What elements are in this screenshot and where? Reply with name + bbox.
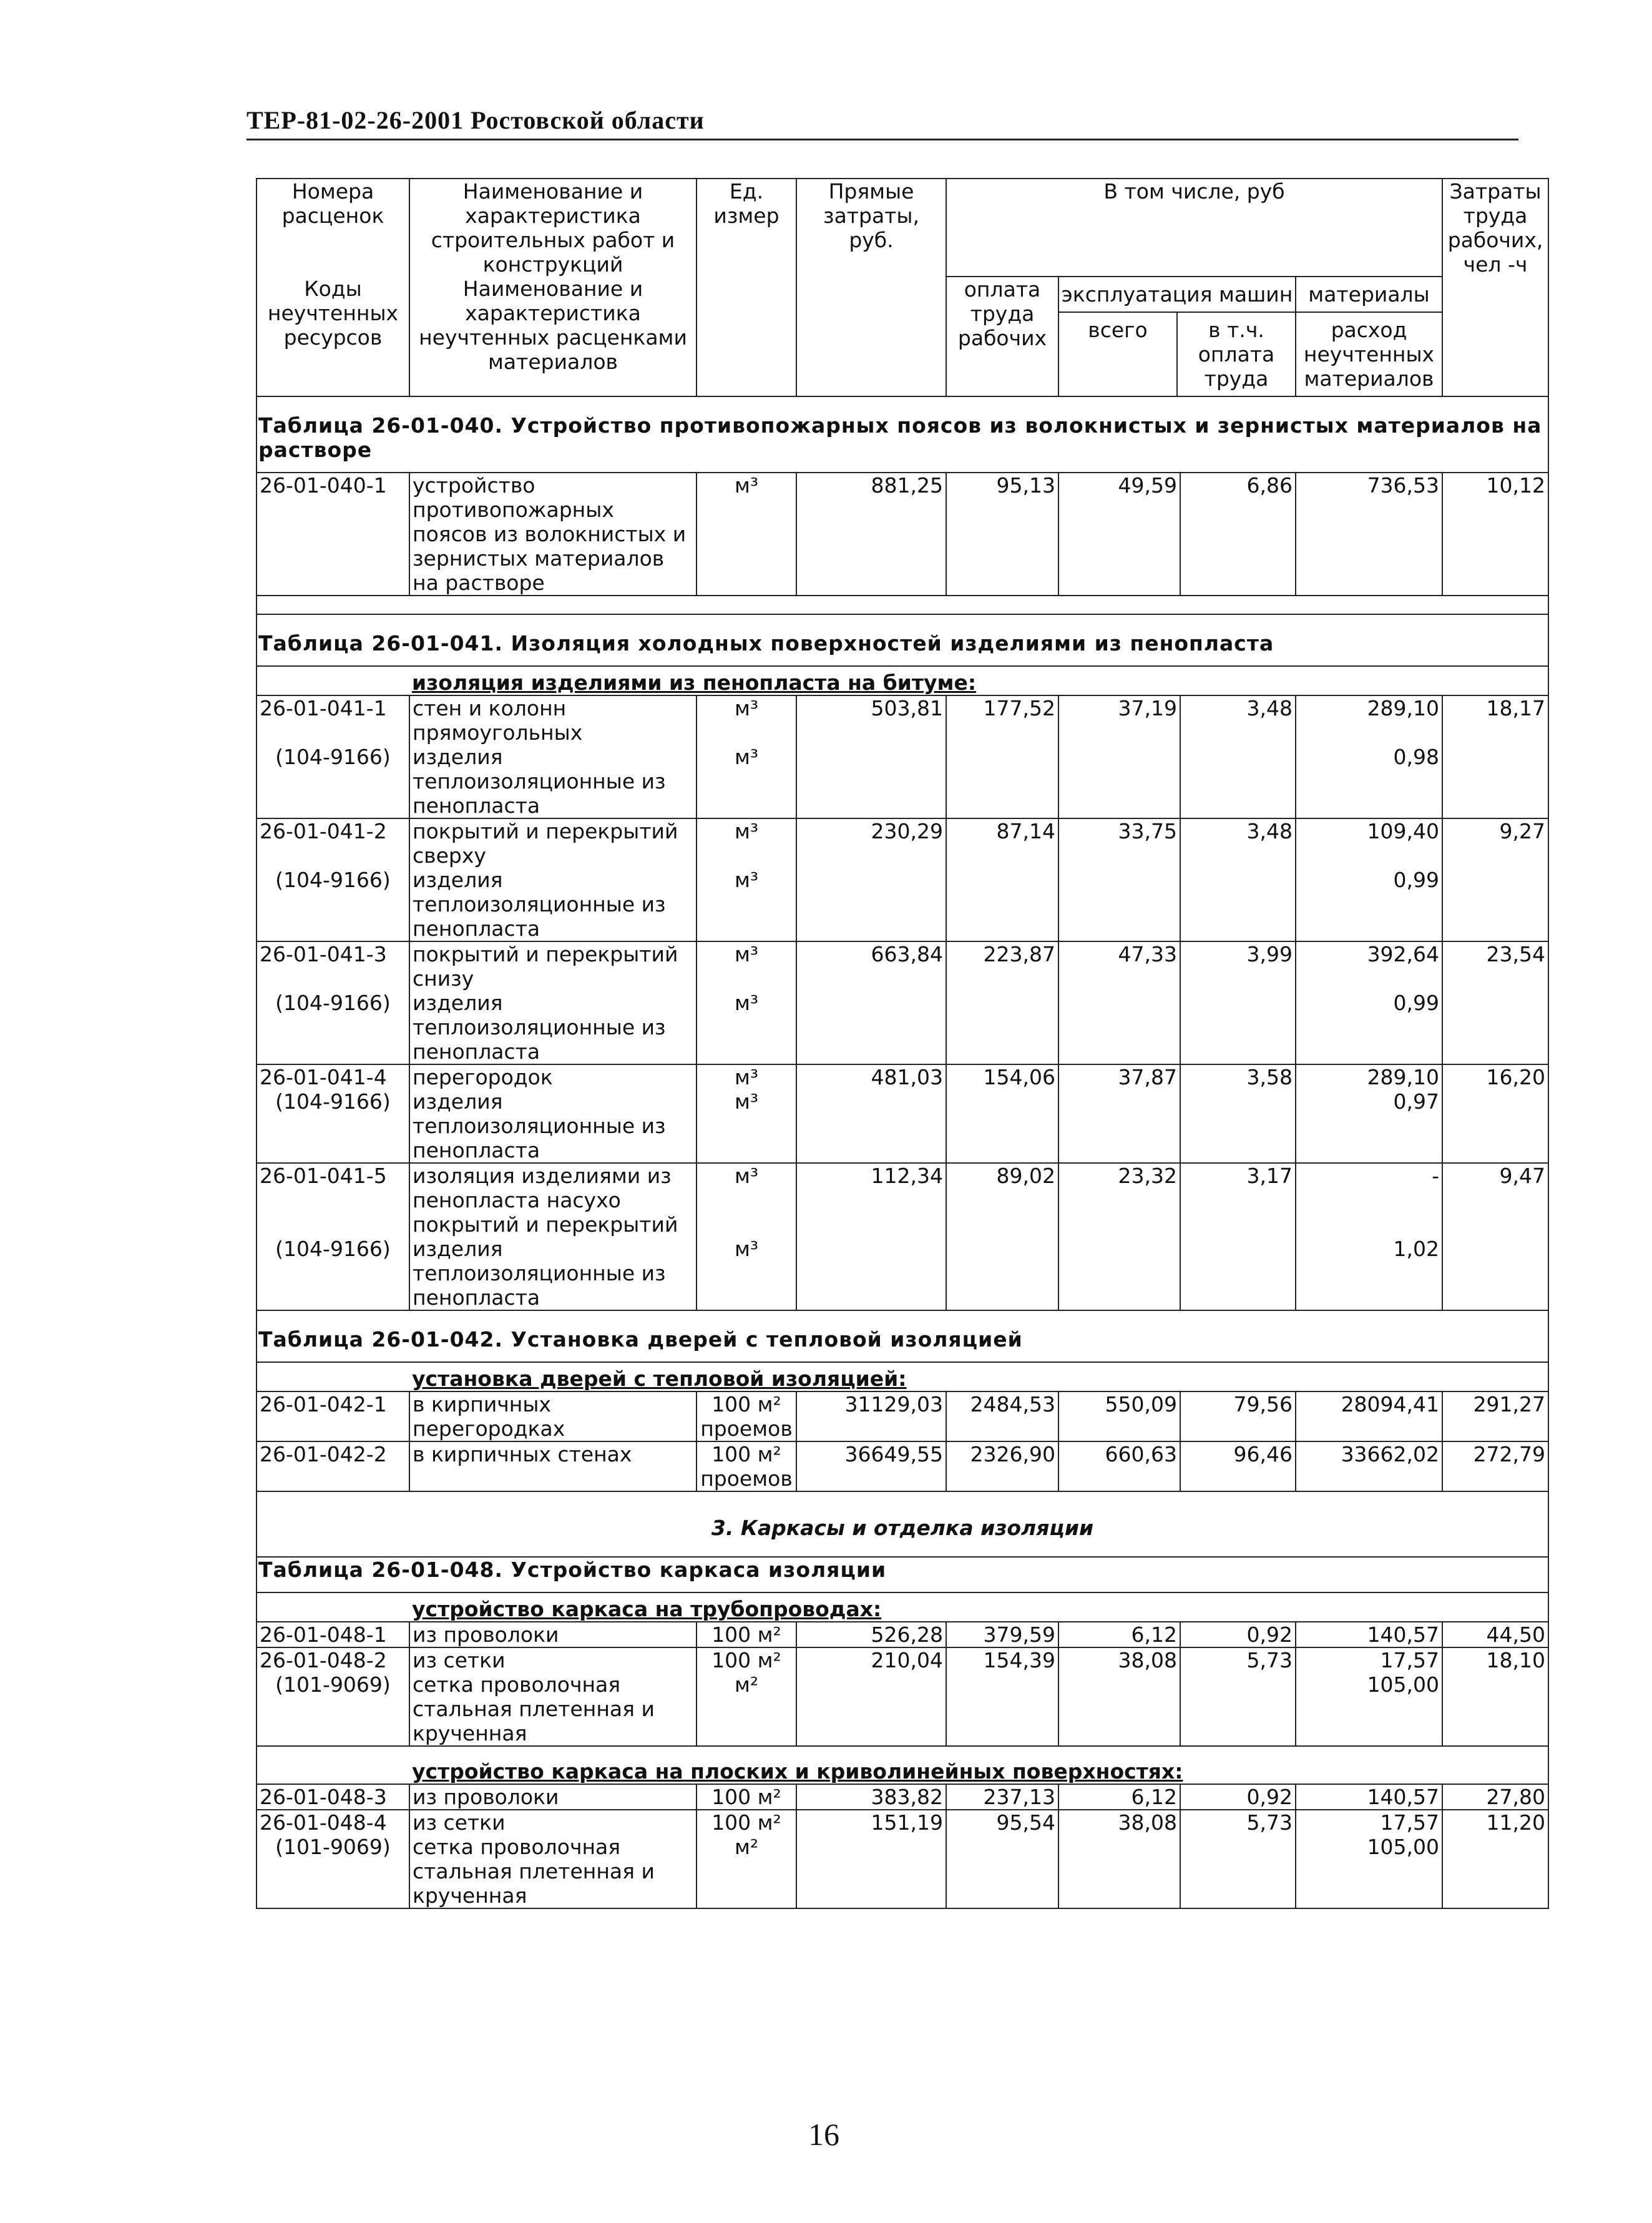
resource-mat: 105,00 [1296,1835,1442,1908]
rate-mach: 33,75 [1058,818,1180,868]
rate-labor: 44,50 [1442,1622,1548,1647]
table-row [257,695,1548,745]
rate-mach-wage: 5,73 [1180,1810,1296,1835]
rate-wage: 154,06 [946,1064,1058,1089]
resource-mat: 0,99 [1296,991,1442,1064]
rate-mach: 660,63 [1058,1441,1180,1491]
rate-unit: м³ [696,473,796,596]
rate-labor: 291,27 [1442,1391,1548,1441]
table-row [257,1622,1548,1647]
resource-unit: м³ [696,991,796,1064]
rate-unit: м³ [696,941,796,991]
resource-unit: м³ [696,1089,796,1163]
section-heading: 3. Каркасы и отделка изоляции [257,1491,1548,1557]
rate-labor: 27,80 [1442,1784,1548,1810]
rate-labor: 10,12 [1442,473,1548,596]
rate-unit: 100 м² [696,1622,796,1647]
rate-name: устройство противопожарных поясов из волокнистых и зернистых материалов на растворе [409,473,696,596]
rates-table [256,178,1549,1909]
table-row [257,1441,1548,1491]
rate-mach: 38,08 [1058,1647,1180,1672]
resource-unit: м³ [696,745,796,818]
rate-direct: 31129,03 [796,1391,946,1441]
rate-mach-wage: 3,99 [1180,941,1296,991]
col-materials-title: материалы [1296,277,1442,313]
rate-labor: 9,27 [1442,818,1548,868]
rate-unit: м³ [696,818,796,868]
rate-name: в кирпичных перегородках [409,1391,696,1441]
table-row [257,473,1548,596]
rate-name: из сетки [409,1647,696,1672]
rate-mat: - [1296,1163,1442,1237]
rate-code: 26-01-041-1 [257,695,409,745]
col-code-header: Номера расценок [257,179,409,277]
rate-wage: 87,14 [946,818,1058,868]
resource-row [257,745,1548,818]
resource-code: (104-9166) [257,1237,409,1310]
rate-unit: м³ [696,695,796,745]
rate-labor: 18,10 [1442,1647,1548,1672]
col-name-header: Наименование и характеристика строительных работ и конструкций [409,179,696,277]
rate-wage: 223,87 [946,941,1058,991]
rate-unit: 100 м² [696,1647,796,1672]
rate-mat: 33662,02 [1296,1441,1442,1491]
rate-mat: 289,10 [1296,695,1442,745]
rate-mach-wage: 5,73 [1180,1647,1296,1672]
resource-row [257,991,1548,1064]
rate-mach-wage: 3,48 [1180,818,1296,868]
rate-mach-wage: 6,86 [1180,473,1296,596]
subheading-048-2: устройство каркаса на плоских и криволинейных поверхностях: [409,1746,1548,1784]
rate-mat: 17,57 [1296,1810,1442,1835]
rate-name: из проволоки [409,1622,696,1647]
rate-name: из проволоки [409,1784,696,1810]
table-title-042: Таблица 26-01-042. Установка дверей с тепловой изоляцией [257,1310,1548,1362]
table-row [257,1064,1548,1089]
rate-mach: 550,09 [1058,1391,1180,1441]
rate-unit: м³ [696,1064,796,1089]
resource-row [257,1835,1548,1908]
resource-name: изделия теплоизоляционные из пенопласта [409,745,696,818]
rate-mat: 140,57 [1296,1622,1442,1647]
resource-mat: 0,99 [1296,868,1442,941]
rate-mach: 6,12 [1058,1784,1180,1810]
rate-mach-wage: 79,56 [1180,1391,1296,1441]
col-materials-sub: расход неучтенных материалов [1303,318,1435,391]
resource-row [257,1089,1548,1163]
resource-name: изделия теплоизоляционные из пенопласта [409,1089,696,1163]
rate-code: 26-01-048-4 [257,1810,409,1835]
rate-unit: 100 м² проемов [696,1391,796,1441]
col-machines-total: всего [1059,313,1178,396]
table-row [257,1391,1548,1441]
table-row [257,1647,1548,1672]
rate-mat: 109,40 [1296,818,1442,868]
rate-wage: 379,59 [946,1622,1058,1647]
col-labor-header: Затраты труда рабочих, чел -ч [1442,179,1548,396]
resource-code: (104-9166) [257,868,409,941]
rate-direct: 230,29 [796,818,946,868]
rate-direct: 112,34 [796,1163,946,1237]
rate-wage: 95,13 [946,473,1058,596]
rate-code: 26-01-048-2 [257,1647,409,1672]
rate-direct: 881,25 [796,473,946,596]
rate-mach-wage: 3,48 [1180,695,1296,745]
resource-unit: м² [696,1672,796,1746]
rate-code: 26-01-040-1 [257,473,409,596]
rate-mach: 23,32 [1058,1163,1180,1237]
resource-mat: 0,97 [1296,1089,1442,1163]
resource-row [257,868,1548,941]
rate-code: 26-01-042-1 [257,1391,409,1441]
rate-direct: 481,03 [796,1064,946,1089]
col-direct-header: Прямые затраты, руб. [796,179,946,396]
resource-name: изделия теплоизоляционные из пенопласта [409,1237,696,1310]
page-number: 16 [808,2117,839,2152]
resource-code: (101-9069) [257,1835,409,1908]
rate-mach-wage: 96,46 [1180,1441,1296,1491]
rate-mach: 38,08 [1058,1810,1180,1835]
resource-name: изделия теплоизоляционные из пенопласта [409,868,696,941]
col-incl-header: В том числе, руб [946,179,1442,277]
rate-mach-wage: 0,92 [1180,1784,1296,1810]
subheading-042: установка дверей с тепловой изоляцией: [409,1362,1548,1391]
resource-mat: 105,00 [1296,1672,1442,1746]
rate-direct: 383,82 [796,1784,946,1810]
col-materials-header [1296,277,1442,396]
rate-name: перегородок [409,1064,696,1089]
col-wage-header: оплата труда рабочих [946,277,1058,396]
rate-mach: 49,59 [1058,473,1180,596]
table-row [257,1810,1548,1835]
rate-labor: 16,20 [1442,1064,1548,1089]
resource-row [257,1672,1548,1746]
col-unit-header: Ед. измер [696,179,796,396]
col-name-sub-header: Наименование и характеристика неучтенных расценками материалов [409,277,696,396]
rate-name: изоляция изделиями из пенопласта насухо покрытий и перекрытий [409,1163,696,1237]
rate-mach-wage: 3,17 [1180,1163,1296,1237]
rate-mach-wage: 3,58 [1180,1064,1296,1089]
rate-labor: 18,17 [1442,695,1548,745]
rate-name: стен и колонн прямоугольных [409,695,696,745]
rate-mat: 392,64 [1296,941,1442,991]
rate-mach: 37,87 [1058,1064,1180,1089]
col-machines-title: эксплуатация машин [1059,277,1295,313]
rate-mat: 17,57 [1296,1647,1442,1672]
table-title-041: Таблица 26-01-041. Изоляция холодных поверхностей изделиями из пенопласта [257,614,1548,666]
rate-code: 26-01-042-2 [257,1441,409,1491]
rate-unit: 100 м² [696,1810,796,1835]
table-row [257,1784,1548,1810]
document-header: ТЕР-81-02-26-2001 Ростовской области [247,105,1518,140]
rate-code: 26-01-041-2 [257,818,409,868]
rate-wage: 89,02 [946,1163,1058,1237]
resource-code: (101-9069) [257,1672,409,1746]
rate-name: покрытий и перекрытий снизу [409,941,696,991]
rate-mach: 6,12 [1058,1622,1180,1647]
resource-name: сетка проволочная стальная плетенная и крученная [409,1835,696,1908]
rate-mach-wage: 0,92 [1180,1622,1296,1647]
resource-name: сетка проволочная стальная плетенная и крученная [409,1672,696,1746]
rate-name: покрытий и перекрытий сверху [409,818,696,868]
rate-mach: 37,19 [1058,695,1180,745]
col-code-sub-header: Коды неучтенных ресурсов [257,277,409,396]
rate-wage: 2484,53 [946,1391,1058,1441]
rate-labor: 11,20 [1442,1810,1548,1835]
resource-name: изделия теплоизоляционные из пенопласта [409,991,696,1064]
rate-wage: 154,39 [946,1647,1058,1672]
table-title-040: Таблица 26-01-040. Устройство противопожарных поясов из волокнистых и зернистых материалов на растворе [257,396,1548,473]
resource-code: (104-9166) [257,991,409,1064]
rate-direct: 503,81 [796,695,946,745]
rate-name: из сетки [409,1810,696,1835]
rate-direct: 36649,55 [796,1441,946,1491]
rate-code: 26-01-041-3 [257,941,409,991]
rate-wage: 95,54 [946,1810,1058,1835]
rate-labor: 9,47 [1442,1163,1548,1237]
col-machines-header [1058,277,1296,396]
rate-code: 26-01-041-5 [257,1163,409,1237]
rate-wage: 177,52 [946,695,1058,745]
rate-unit: м³ [696,1163,796,1237]
rate-direct: 151,19 [796,1810,946,1835]
rate-wage: 237,13 [946,1784,1058,1810]
resource-mat: 0,98 [1296,745,1442,818]
rate-name: в кирпичных стенах [409,1441,696,1491]
rate-code: 26-01-048-1 [257,1622,409,1647]
table-row [257,818,1548,868]
rate-code: 26-01-041-4 [257,1064,409,1089]
rate-unit: 100 м² [696,1784,796,1810]
subheading-048-1: устройство каркаса на трубопроводах: [409,1592,1548,1622]
col-machines-wage: в т.ч. оплата труда [1198,318,1275,391]
rate-mat: 28094,41 [1296,1391,1442,1441]
rate-labor: 272,79 [1442,1441,1548,1491]
resource-unit: м³ [696,1237,796,1310]
rate-labor: 23,54 [1442,941,1548,991]
rate-code: 26-01-048-3 [257,1784,409,1810]
resource-code: (104-9166) [257,745,409,818]
rate-direct: 663,84 [796,941,946,991]
rate-mat: 736,53 [1296,473,1442,596]
subheading-041: изоляция изделиями из пенопласта на битуме: [409,666,1548,695]
rate-direct: 526,28 [796,1622,946,1647]
table-row [257,941,1548,991]
rate-mat: 289,10 [1296,1064,1442,1089]
rate-direct: 210,04 [796,1647,946,1672]
rate-unit: 100 м² проемов [696,1441,796,1491]
rate-mach: 47,33 [1058,941,1180,991]
rate-wage: 2326,90 [946,1441,1058,1491]
resource-unit: м² [696,1835,796,1908]
resource-code: (104-9166) [257,1089,409,1163]
table-row [257,1163,1548,1237]
resource-mat: 1,02 [1296,1237,1442,1310]
rate-mat: 140,57 [1296,1784,1442,1810]
resource-row [257,1237,1548,1310]
resource-unit: м³ [696,868,796,941]
table-title-048: Таблица 26-01-048. Устройство каркаса изоляции [257,1557,1548,1592]
